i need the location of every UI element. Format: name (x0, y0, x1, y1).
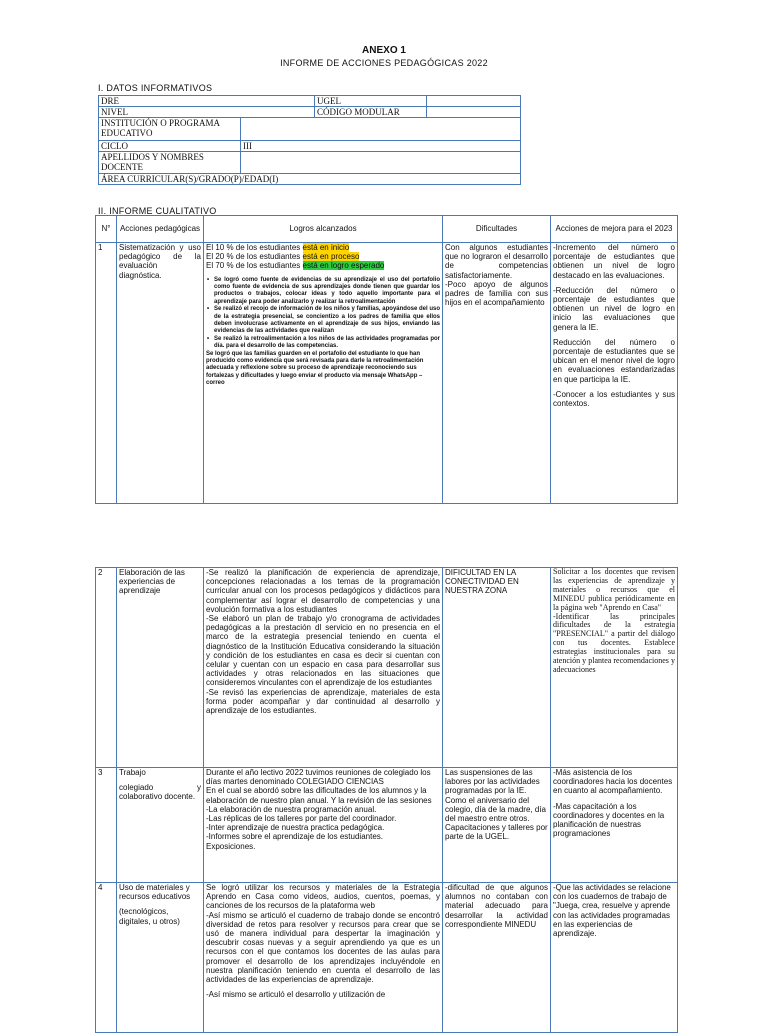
row1-accion: Sistematización y uso pedagógico de la evaluación diagnóstica. (117, 243, 204, 504)
ugel-label: UGEL (315, 96, 427, 107)
apellidos-value (241, 152, 521, 174)
row1-logros (204, 243, 443, 504)
row3-number: 3 (96, 768, 117, 883)
row1-bullet-1: • Se logró como fuente de evidencias de su aprendizaje el uso del portafolio como fuente de evidencia de sus aprendizajes donde tienen que guardar los productos o trabajos, colocar ideas y todo aquello importante para el aprendizaje para poder analizarlo y realizar la retroalimentación (214, 277, 440, 307)
section-datos-title: I. DATOS INFORMATIVOS (98, 83, 213, 93)
codigo-label: CÓDIGO MODULAR (315, 107, 427, 118)
row4-logro-2: -Así mismo se articuló el cuaderno de trabajo donde se encontró diversidad de retos para resolver y recursos para crear que se usó de manera individual para despertar la imaginación y descubrir cosas nuevas y a seguir aprendiendo ya que es un recursos con el que contamos los docentes de las aulas para promover el desarrollo de los aprendizajes incluyéndole en nuestra planificación teniendo en cuenta el desarrollo de las actividades de las experiencias de aprendizaje. (206, 910, 440, 985)
row3-logro-3: -La elaboración de nuestra programación anual. (206, 804, 377, 814)
ciclo-label: CICLO (99, 141, 241, 152)
row1-mejora-1: -Incremento del número o porcentaje de estudiantes que obtienen un nivel de logro destacado en las evaluaciones. (553, 243, 675, 280)
row3-logros (204, 768, 443, 883)
row3-logro-4: -Las réplicas de los talleres por parte del coordinador. (206, 814, 397, 824)
ugel-value (427, 96, 521, 107)
row3-logro-5: -Inter aprendizaje de nuestra practica pedagógica. (206, 823, 385, 833)
row4-accion-1: Uso de materiales y recursos educativos (119, 883, 191, 902)
row2-number: 2 (96, 568, 117, 768)
institucion-value (241, 118, 521, 141)
row2-mejora-2: -Identificar las principales dificultades de la estrategia "PRESENCIAL" a partir del diálogo con tus docentes. Establece estrategias institucionales para su atención y plantea recomendaciones y adecuaciones (553, 611, 675, 674)
row1-bullet-3: • Se realizó la retroalimentación a los niños de las actividades programadas por día. para el desarrollo de las competencias. (214, 336, 440, 351)
row1-paragraph: Se logró que las familias guarden en el portafolio del estudiante lo que han producido como evidencia que será revisada para darle la retroalimentación adecuada y reflexione sobre su proceso de aprendizaje reconociendo sus fortalezas y dificultades y luego enviar el producto vía mensaje WhatsApp –correo (206, 350, 424, 387)
row3-mejora (551, 768, 678, 883)
row1-logro-line-1: El 10 % de los estudiantes está en inicio (206, 243, 350, 252)
apellidos-label: APELLIDOS Y NOMBRES DOCENTE (99, 152, 241, 174)
row4-logro-1: Se logró utilizar los recursos y materiales de la Estrategia Aprendo en Casa como videos, audios, cuentos, poemas, y canciones de los recursos de la plataforma web (206, 883, 440, 911)
row3-accion (117, 768, 204, 883)
document-title: ANEXO 1 (362, 45, 406, 56)
row3-dificultades (443, 768, 551, 883)
row2-dificultades: DIFICULTAD EN LA CONECTIVIDAD EN NUESTRA ZONA (443, 568, 551, 768)
dre-label: DRE (99, 96, 315, 107)
row3-dif-2: Capacitaciones y talleres por parte de la UGEL. (445, 823, 548, 842)
codigo-value (427, 107, 521, 118)
row3-mejora-2: -Mas capacitación a los coordinadores y docentes en la planificación de nuestras programaciones (553, 801, 665, 839)
status-proceso-badge: está en proceso (302, 252, 360, 262)
row2-accion: Elaboración de las experiencias de aprendizaje (117, 568, 204, 768)
section-informe-title: II. INFORME CUALITATIVO (98, 206, 217, 216)
row4-number: 4 (96, 883, 117, 1033)
row4-dificultades: -dificultad de que algunos alumnos no contaban con material adecuado para desarrollar la actividad correspondiente MINEDU (443, 883, 551, 1033)
header-acciones: Acciones pedagógicas (117, 216, 204, 243)
header-mejora: Acciones de mejora para el 2023 (551, 216, 678, 243)
status-logro-badge: está en logro esperado (302, 261, 385, 271)
area-label: ÁREA CURRICULAR(S)/GRADO(P)/EDAD(I) (99, 174, 521, 185)
row2-logro-1: -Se realizó la planificación de experiencia de aprendizaje, concepciones relacionadas a los temas de la programación curricular anual con los procesos pedagógicos y didácticos para complementar así lograr el desarrollo de competencias y una evolución formativa a los estudiantes (206, 568, 440, 614)
header-logros: Logros alcanzados (204, 216, 443, 243)
row1-number: 1 (96, 243, 117, 504)
row3-logro-7: Exposiciones. (206, 841, 256, 851)
row3-logro-1: Durante el año lectivo 2022 tuvimos reuniones de colegiado los días martes denominado COLEGIADO CIENCIAS (206, 768, 431, 787)
row2-logro-3: -Se revisó las experiencias de aprendizaje, materiales de esta forma poder acompañar y dar continuidad al desarrollo y aprendizaje de los estudiantes. (206, 687, 440, 716)
header-dificultades: Dificultades (443, 216, 551, 243)
row2-logro-2: -Se elaboró un plan de trabajo y/o cronograma de actividades pedagógicas a la prestación dl servicio en no presencia en el marco de la estrategia presencial teniendo en cuenta el diagnóstico de la Institución Educativa considerando la situación y condición de los estudiantes en casa es decir si cuentan con celular y cuentan con un espacio en casa para desarrollar sus actividades y otras relacionados en las situaciones que consideremos vinculantes con el aprendizaje de los estudiantes (206, 614, 440, 688)
row4-accion-2: (tecnológicos, digitales, u otros) (119, 907, 180, 926)
status-inicio-badge: está en inicio (302, 243, 350, 252)
row2-mejora-1: Solicitar a los docentes que revisen las experiencias de aprendizaje y materiales o recursos que el MINEDU publica periódicamente en la página web "Aprendo en Casa" (553, 567, 675, 612)
institucion-label: INSTITUCIÓN O PROGRAMA EDUCATIVO (99, 118, 241, 141)
row2-logros (204, 568, 443, 768)
row2-mejora (551, 568, 678, 768)
row3-dif-1: Las suspensiones de las labores por las actividades programadas por la IE. Como el aniversario del colegio, día de la madre, día del maestro entre otros. (445, 768, 546, 824)
row3-accion-1: Trabajo (119, 768, 146, 777)
row4-logros (204, 883, 443, 1033)
informe-table-2 (95, 567, 678, 1033)
row4-accion (117, 883, 204, 1033)
row1-mejora-4: -Conocer a los estudiantes y sus contextos. (553, 389, 675, 409)
datos-table (98, 95, 521, 185)
row3-logro-6: -Informes sobre el aprendizaje de los estudiantes. (206, 832, 383, 842)
row1-mejora-2: -Reducción del número o porcentaje de estudiantes que obtienen un nivel de logro en inicio las evaluaciones que genera la IE. (553, 285, 675, 332)
document-subtitle: INFORME DE ACCIONES PEDAGÓGICAS 2022 (280, 58, 488, 68)
row3-accion-2: colegiado y colaborativo docente. (119, 783, 201, 802)
row3-mejora-1: -Más asistencia de los coordinadores hacia los docentes en cuanto al acompañamiento. (553, 768, 673, 796)
row1-dificultades: Con algunos estudiantes que no lograron el desarrollo de competencias satisfactoriamente. -Poco apoyo de algunos padres de familia con sus hijos en el acompañamiento (443, 243, 551, 504)
ciclo-value: III (241, 141, 521, 152)
row1-logro-line-2: El 20 % de los estudiantes está en proceso (206, 252, 360, 262)
row1-bullet-2: • Se realizó el recojo de información de los niños y familias, apoyándose del uso de la estrategia presencial, se concientizo a los padres de familia que ellos deben involucrase activamente en el aprendizaje de sus hijos, enviando las evidencias de las actividades que realizan (214, 306, 440, 336)
row3-logro-2: En el cual se abordó sobre las dificultades de los alumnos y la elaboración de nuestro plan anual. Y la revisión de las sesiones (206, 786, 432, 805)
informe-table-1 (95, 215, 678, 504)
nivel-label: NIVEL (99, 107, 315, 118)
row4-mejora: -Que las actividades se relacione con los cuadernos de trabajo de "Juega, crea, resuelve y aprende con las actividades programadas en las experiencias de aprendizaje. (551, 883, 678, 1033)
row4-logro-3: -Así mismo se articuló el desarrollo y utilización de (206, 990, 386, 1000)
header-n: N° (96, 216, 117, 243)
row1-logro-line-3: El 70 % de los estudiantes está en logro esperado (206, 261, 385, 271)
row1-mejora-3: Reducción del número o porcentaje de estudiantes que se ubican en el menor nivel de logro en evaluaciones estandarizadas en que participa la IE. (553, 337, 675, 384)
row1-mejora (551, 243, 678, 504)
